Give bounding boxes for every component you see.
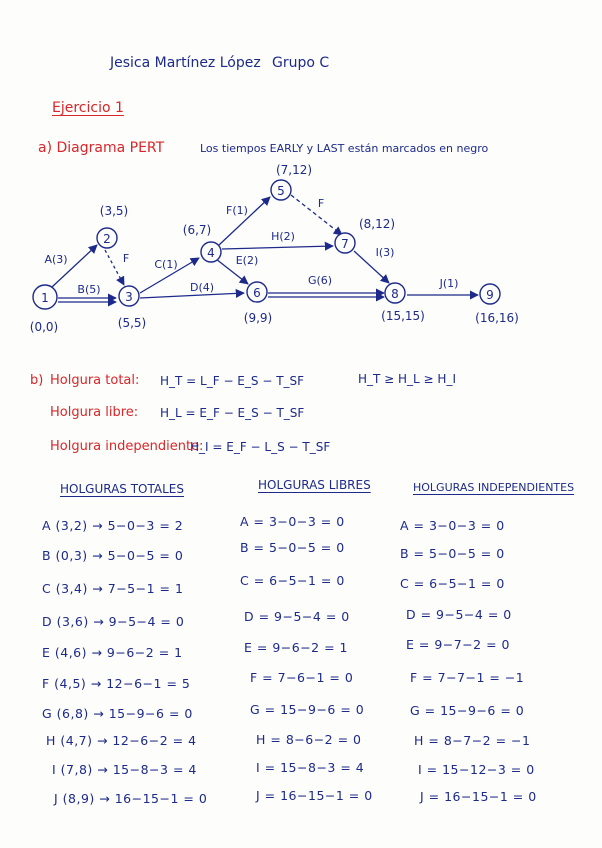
exercise-title: Ejercicio 1 <box>52 100 124 116</box>
edge-label-E: E(2) <box>235 254 259 267</box>
free-row: G = 15−9−6 = 0 <box>250 702 365 717</box>
edge-label-dummy-2: F <box>317 197 325 210</box>
node-1-times: (0,0) <box>29 320 59 334</box>
edge-label-F1: F(1) <box>226 204 248 217</box>
node-2-id: 2 <box>103 232 111 246</box>
node-8-id: 8 <box>391 287 399 301</box>
edge-label-I: I(3) <box>375 246 395 259</box>
edge-label-B: B(5) <box>77 283 101 296</box>
edge-label-G: G(6) <box>307 274 333 287</box>
edge-dummy-5-7 <box>291 195 342 235</box>
node-3-times: (5,5) <box>117 316 147 330</box>
free-row: F = 7−6−1 = 0 <box>250 670 354 685</box>
edge-label-dummy: F <box>122 252 130 265</box>
node-9-id: 9 <box>486 288 494 302</box>
free-slack-formula: H_L = E_F − E_S − T_SF <box>160 406 305 420</box>
independent-row: D = 9−5−4 = 0 <box>406 607 512 622</box>
edge-dummy-2-3 <box>105 250 124 285</box>
node-7-id: 7 <box>341 237 349 251</box>
total-row: I (7,8) → 15−8−3 = 4 <box>52 762 197 777</box>
edge-label-H: H(2) <box>271 230 295 243</box>
independent-row: J = 16−15−1 = 0 <box>420 789 537 804</box>
independent-row: A = 3−0−3 = 0 <box>400 518 505 533</box>
total-row: H (4,7) → 12−6−2 = 4 <box>46 733 197 748</box>
header-libres: HOLGURAS LIBRES <box>258 478 371 492</box>
edge-label-A: A(3) <box>44 253 68 266</box>
slack-inequality: H_T ≥ H_L ≥ H_I <box>358 372 456 386</box>
section-b-label: b) <box>30 373 44 388</box>
independent-slack-formula: H_I = E_F − L_S − T_SF <box>190 440 331 454</box>
independent-row: I = 15−12−3 = 0 <box>418 762 535 777</box>
free-row: D = 9−5−4 = 0 <box>244 609 350 624</box>
node-9-times: (16,16) <box>475 311 519 325</box>
edge-H <box>222 246 333 249</box>
free-row: J = 16−15−1 = 0 <box>256 788 373 803</box>
node-6-times: (9,9) <box>243 311 273 325</box>
node-7-times: (8,12) <box>358 217 396 231</box>
free-row: C = 6−5−1 = 0 <box>240 573 345 588</box>
header-totales: HOLGURAS TOTALES <box>60 482 184 496</box>
total-row: G (6,8) → 15−9−6 = 0 <box>42 706 193 721</box>
author-name: Jesica Martínez López <box>110 55 261 71</box>
node-2-times: (3,5) <box>99 204 129 218</box>
node-8-times: (15,15) <box>381 309 425 323</box>
node-4-times: (6,7) <box>182 223 212 237</box>
section-a-label: a) Diagrama PERT <box>38 140 165 156</box>
free-row: B = 5−0−5 = 0 <box>240 540 345 555</box>
node-5-times: (7,12) <box>275 163 313 177</box>
group-label: Grupo C <box>272 55 330 71</box>
total-row: A (3,2) → 5−0−3 = 2 <box>42 518 184 533</box>
total-row: F (4,5) → 12−6−1 = 5 <box>42 676 191 691</box>
header-independientes: HOLGURAS INDEPENDIENTES <box>413 481 575 494</box>
free-slack-label: Holgura libre: <box>50 405 139 420</box>
edge-A <box>52 245 97 287</box>
total-row: D (3,6) → 9−5−4 = 0 <box>42 614 185 629</box>
free-row: H = 8−6−2 = 0 <box>256 732 362 747</box>
edge-label-C: C(1) <box>154 258 178 271</box>
independent-row: F = 7−7−1 = −1 <box>410 670 525 685</box>
independent-row: B = 5−0−5 = 0 <box>400 546 505 561</box>
free-row: E = 9−6−2 = 1 <box>244 640 348 655</box>
node-1-id: 1 <box>41 291 49 305</box>
independent-row: C = 6−5−1 = 0 <box>400 576 505 591</box>
node-5-id: 5 <box>277 184 285 198</box>
independent-row: E = 9−7−2 = 0 <box>406 637 510 652</box>
free-row: A = 3−0−3 = 0 <box>240 514 345 529</box>
total-row: B (0,3) → 5−0−5 = 0 <box>42 548 184 563</box>
edge-label-J: J(1) <box>439 277 459 290</box>
edge-label-D: D(4) <box>189 281 215 294</box>
total-row: C (3,4) → 7−5−1 = 1 <box>42 581 184 596</box>
independent-row: G = 15−9−6 = 0 <box>410 703 525 718</box>
total-row: E (4,6) → 9−6−2 = 1 <box>42 645 183 660</box>
total-slack-formula: H_T = L_F − E_S − T_SF <box>160 374 305 388</box>
node-3-id: 3 <box>125 290 133 304</box>
total-slack-label: Holgura total: <box>50 373 140 388</box>
section-a-note: Los tiempos EARLY y LAST están marcados en negro <box>200 142 489 155</box>
free-row: I = 15−8−3 = 4 <box>256 760 365 775</box>
node-4-id: 4 <box>207 246 215 260</box>
independent-row: H = 8−7−2 = −1 <box>414 733 531 748</box>
independent-slack-label: Holgura independiente: <box>50 439 204 454</box>
node-6-id: 6 <box>253 286 261 300</box>
total-row: J (8,9) → 16−15−1 = 0 <box>54 791 208 806</box>
